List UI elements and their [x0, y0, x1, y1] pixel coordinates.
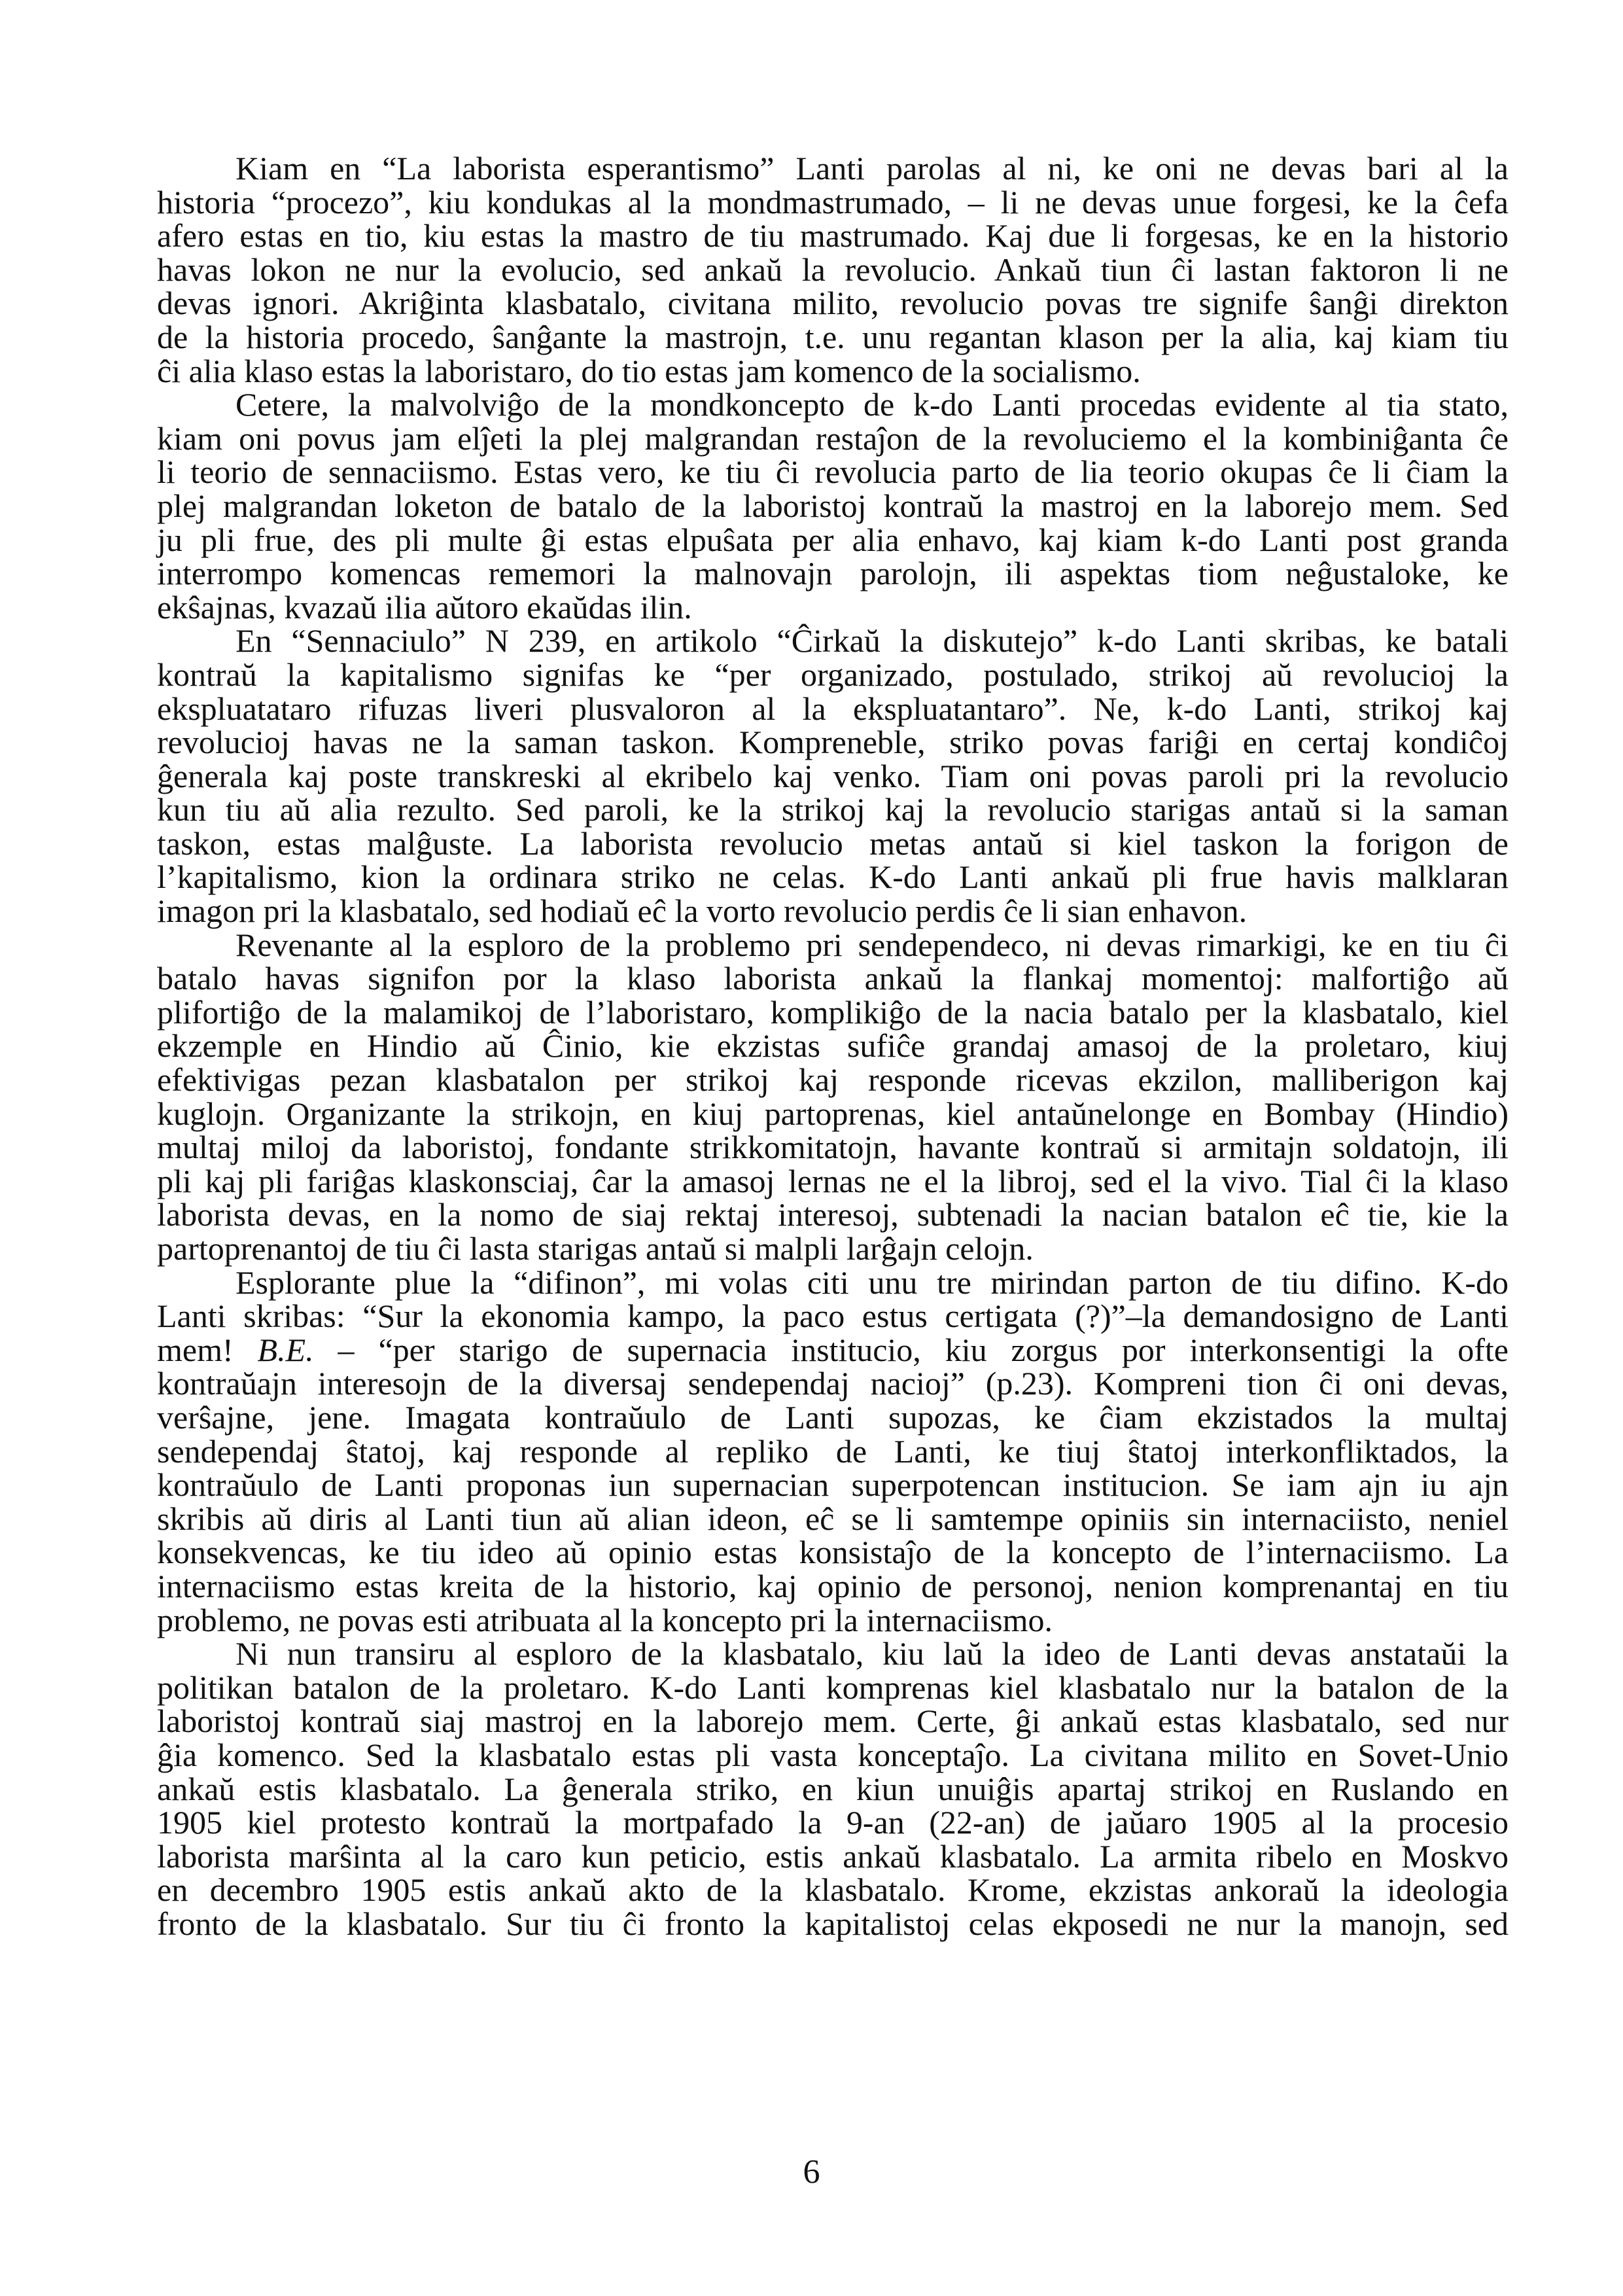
text-line: pli kaj pli fariĝas klaskonsciaj, ĉar la amasoj lernas ne el la libroj, sed el la vivo. Tial ĉi la klaso: [157, 1162, 1509, 1199]
text-line: ekspluatataro rifuzas liveri plusvaloron al la ekspluatantaro”. Ne, k-do Lanti, strikoj kaj: [157, 690, 1509, 727]
text-line: l’kapitalismo, kion la ordinara striko ne celas. K-do Lanti ankaŭ pli frue havis malklaran: [157, 858, 1509, 896]
text-line: ekŝajnas, kvazaŭ ilia aŭtoro ekaŭdas ilin.: [157, 588, 692, 626]
text-line: internaciismo estas kreita de la historio, kaj opinio de personoj, nenion komprenantaj en tiu: [157, 1567, 1509, 1604]
text-line: imagon pri la klasbatalo, sed hodiaŭ eĉ la vorto revolucio perdis ĉe li sian enhavon.: [157, 892, 1248, 930]
paragraph-5: [157, 1263, 1509, 1638]
text-fragment: mem!: [157, 1331, 258, 1368]
text-line: en decembro 1905 estis ankaŭ akto de la klasbatalo. Krome, ekzistas ankoraŭ la ideologia: [157, 1871, 1509, 1909]
text-line: revolucioj havas ne la saman taskon. Kompreneble, striko povas fariĝi en certaj kondiĉoj: [157, 724, 1509, 761]
text-line: kontraŭ la kapitalismo signifas ke “per organizado, postulado, strikoj aŭ revolucioj la: [157, 656, 1509, 693]
text-line: ankaŭ estis klasbatalo. La ĝenerala striko, en kiun unuiĝis apartaj strikoj en Ruslando en: [157, 1770, 1509, 1807]
paragraph-2: [157, 388, 1509, 624]
text-line: Revenante al la esploro de la problemo pri sendependeco, ni devas rimarkigi, ke en tiu ĉi: [236, 926, 1509, 963]
text-line: interrompo komencas rememori la malnovajn parolojn, ili aspektas tiom neĝustaloke, ke: [157, 555, 1509, 592]
text-line: verŝajne, jene. Imagata kontraŭulo de Lanti supozas, ke ĉiam ekzistados la multaj: [157, 1398, 1509, 1436]
text-line: de la historia procedo, ŝanĝante la mastrojn, t.e. unu regantan klason per la alia, kaj kiam tiu: [157, 318, 1509, 355]
text-line: En “Sennaciulo” N 239, en artikolo “Ĉirkaŭ la diskutejo” k-do Lanti skribas, ke batali: [236, 622, 1509, 660]
text-line: historia “procezo”, kiu kondukas al la mondmastrumado, – li ne devas unue forgesi, ke la ĉefa: [157, 183, 1509, 221]
text-line: problemo, ne povas esti atribuata al la koncepto pri la internaciismo.: [157, 1601, 1053, 1638]
text-line: multaj miloj da laboristoj, fondante strikkomitatojn, havante kontraŭ si armitajn soldatojn, ili: [157, 1129, 1509, 1166]
text-line: Kiam en “La laborista esperantismo” Lanti parolas al ni, ke oni ne devas bari al la: [236, 150, 1509, 186]
text-line: skribis aŭ diris al Lanti tiun aŭ alian ideon, eĉ se li samtempe opiniis sin internaciisto, neniel: [157, 1500, 1509, 1537]
text-line: politikan batalon de la proletaro. K-do Lanti komprenas kiel klasbatalo nur la batalon de la: [157, 1669, 1509, 1706]
text-fragment: – “per starigo de supernacia institucio, kiu zorgus por interkonsentigi la ofte: [313, 1331, 1509, 1368]
italic-abbreviation: B.E.: [257, 1331, 314, 1368]
text-line: li teorio de sennaciismo. Estas vero, ke tiu ĉi revolucia parto de lia teorio okupas ĉe li ĉiam la: [157, 453, 1509, 491]
text-line: laborista marŝinta al la caro kun peticio, estis ankaŭ klasbatalo. La armita ribelo en Moskvo: [157, 1837, 1509, 1875]
text-line: 1905 kiel protesto kontraŭ la mortpafado la 9-an (22-an) de jaŭaro 1905 al la procesio: [157, 1804, 1509, 1841]
text-line: Esplorante plue la “difinon”, mi volas citi unu tre mirindan parton de tiu difino. K-do: [236, 1263, 1509, 1301]
text-line: ĝenerala kaj poste transkreski al ekribelo kaj venko. Tiam oni povas paroli pri la revolucio: [157, 757, 1509, 794]
text-line: havas lokon ne nur la evolucio, sed ankaŭ la revolucio. Ankaŭ tiun ĉi lastan faktoron li ne: [157, 251, 1509, 288]
text-line: fronto de la klasbatalo. Sur tiu ĉi fronto la kapitalistoj celas ekposedi ne nur la manojn, sed: [157, 1905, 1509, 1942]
text-line: kun tiu aŭ alia rezulto. Sed paroli, ke la strikoj kaj la revolucio starigas antaŭ si la saman: [157, 791, 1509, 828]
text-line: Lanti skribas: “Sur la ekonomia kampo, la paco estus certigata (?)”–la demandosigno de Lanti: [157, 1298, 1509, 1335]
text-line: kuglojn. Organizante la strikojn, en kiuj partoprenas, kiel antaŭnelonge en Bombay (Hindio): [157, 1095, 1509, 1132]
text-line: Ni nun transiru al esploro de la klasbatalo, kiu laŭ la ideo de Lanti devas anstataŭi la: [236, 1635, 1509, 1672]
page-number: 6: [803, 2153, 820, 2191]
text-line: laborista devas, en la nomo de siaj rektaj interesoj, subtenadi la nacian batalon eĉ tie, kie la: [157, 1196, 1509, 1233]
text-line: [157, 1333, 1509, 1368]
text-line: ekzemple en Hindio aŭ Ĉinio, kie ekzistas sufiĉe grandaj amasoj de la proletaro, kiuj: [157, 1027, 1509, 1065]
text-line: laboristoj kontraŭ siaj mastroj en la laborejo mem. Certe, ĝi ankaŭ estas klasbatalo, sed nur: [157, 1703, 1509, 1740]
text-line: ĝia komenco. Sed la klasbatalo estas pli vasta konceptaĵo. La civitana milito en Sovet-Unio: [157, 1736, 1509, 1773]
paragraph-1: [157, 152, 1509, 388]
text-line: sendependaj ŝtatoj, kaj responde al repliko de Lanti, ke tiuj ŝtatoj interkonfliktados, la: [157, 1432, 1509, 1470]
text-line: partoprenantoj de tiu ĉi lasta starigas antaŭ si malpli larĝajn celojn.: [157, 1230, 1034, 1267]
text-line: efektivigas pezan klasbatalon per strikoj kaj responde ricevas ekzilon, malliberigon kaj: [157, 1061, 1509, 1099]
paragraph-6: [157, 1637, 1509, 1941]
text-line: ju pli frue, des pli multe ĝi estas elpuŝata per alia enhavo, kaj kiam k-do Lanti post granda: [157, 521, 1509, 558]
text-line: kontraŭulo de Lanti proponas iun supernacian superpotencan institucion. Se iam ajn iu ajn: [157, 1466, 1509, 1504]
text-line: plej malgrandan loketon de batalo de la laboristoj kontraŭ la mastroj en la laborejo mem. Sed: [157, 487, 1509, 524]
text-line: ĉi alia klaso estas la laboristaro, do tio estas jam komenco de la socialismo.: [157, 352, 1141, 389]
text-line: kontraŭajn interesojn de la diversaj sendependaj nacioj” (p.23). Kompreni tion ĉi oni devas,: [157, 1365, 1509, 1402]
text-line: konsekvencas, ke tiu ideo aŭ opinio estas konsistaĵo de la koncepto de l’internaciismo. La: [157, 1534, 1509, 1571]
text-line: Cetere, la malvolviĝo de la mondkoncepto de k-do Lanti procedas evidente al tia stato,: [236, 386, 1509, 423]
body-text: [157, 152, 1509, 1941]
text-line: plifortiĝo de la malamikoj de l’laboristaro, komplikiĝo de la nacia batalo per la klasbatalo, kiel: [157, 993, 1509, 1031]
text-line: devas ignori. Akriĝinta klasbatalo, civitana milito, revolucio povas tre signife ŝanĝi direkton: [157, 285, 1509, 322]
paragraph-4: [157, 928, 1509, 1266]
text-line: kiam oni povus jam elĵeti la plej malgrandan restaĵon de la revoluciemo el la kombiniĝanta ĉe: [157, 419, 1509, 457]
text-line: taskon, estas malĝuste. La laborista revolucio metas antaŭ si kiel taskon la forigon de: [157, 824, 1509, 862]
text-line: afero estas en tio, kiu estas la mastro de tiu mastrumado. Kaj due li forgesas, ke en la historio: [157, 217, 1509, 255]
text-line: batalo havas signifon por la klaso laborista ankaŭ la flankaj momentoj: malfortiĝo aŭ: [157, 960, 1509, 997]
paragraph-3: [157, 624, 1509, 928]
